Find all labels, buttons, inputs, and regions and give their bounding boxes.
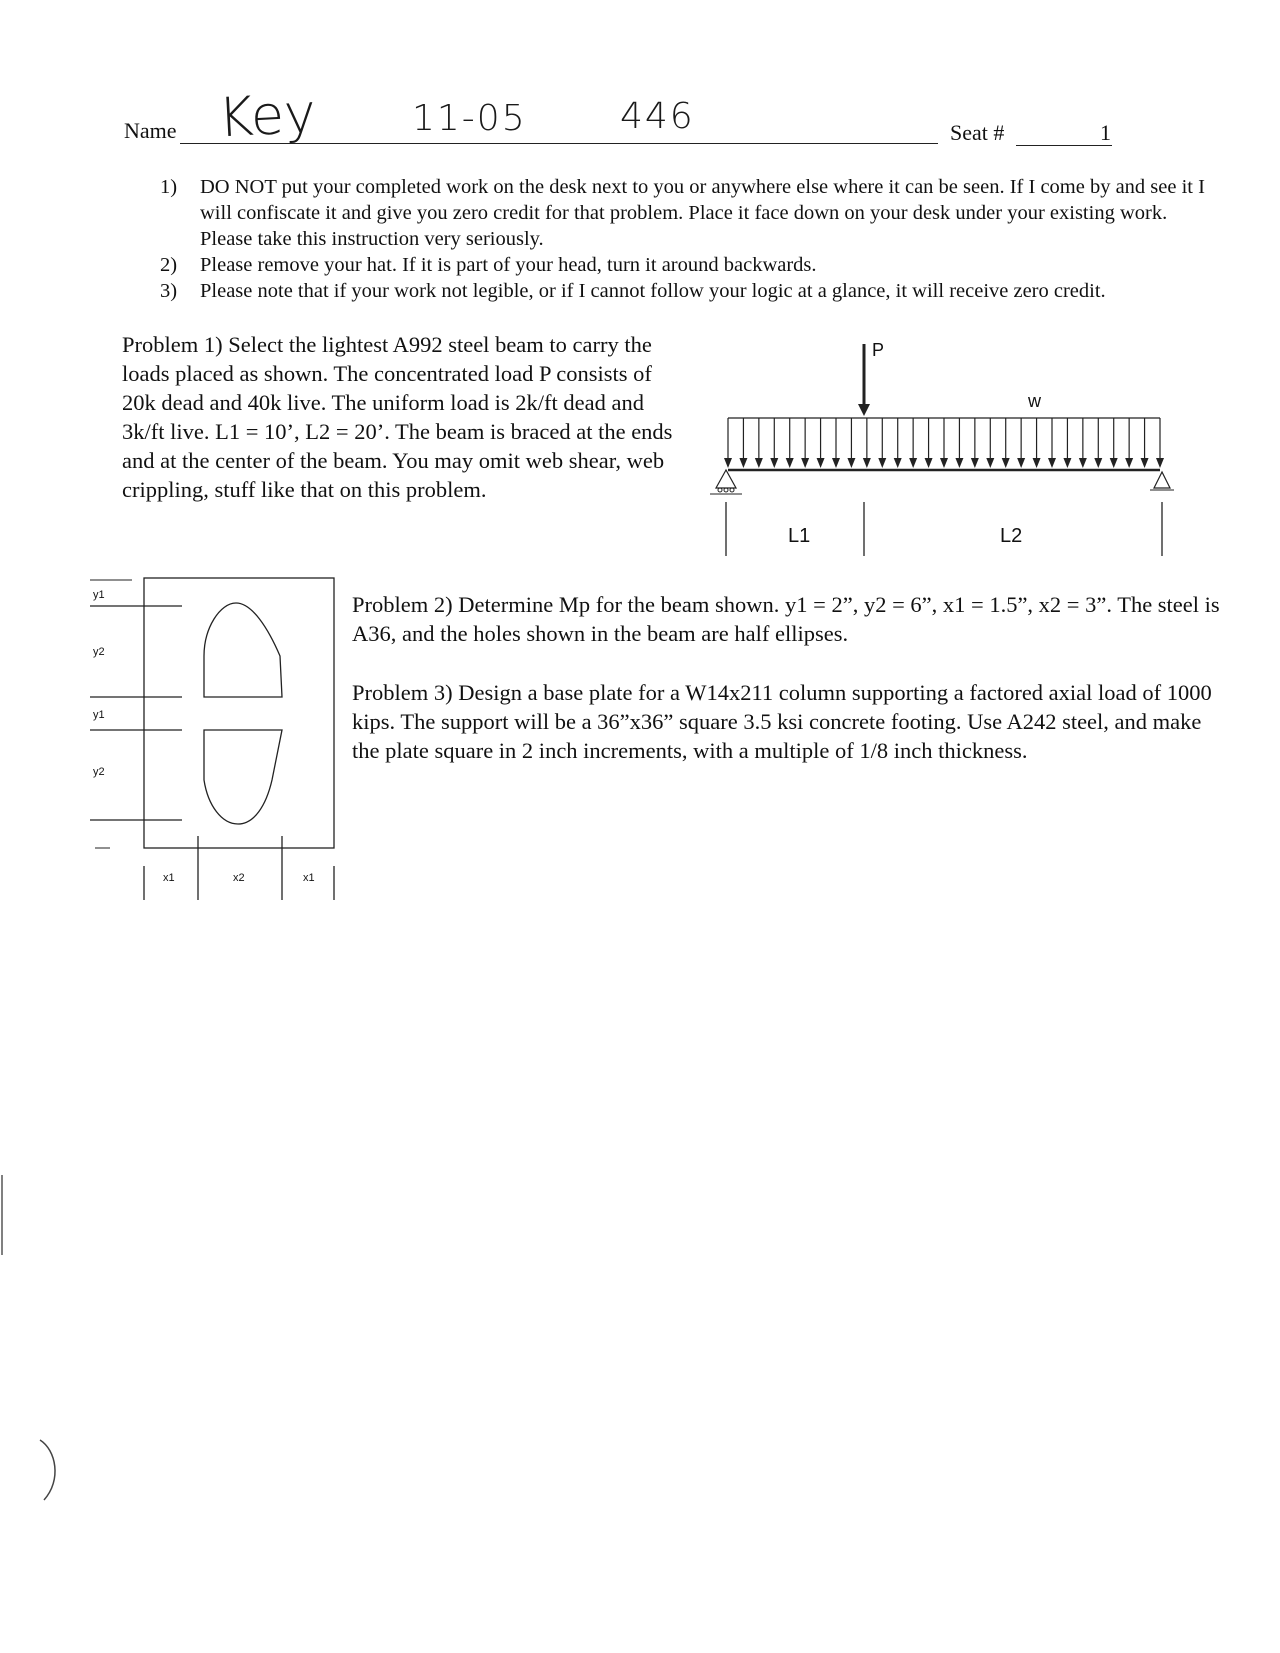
seat-label: Seat #: [950, 120, 1005, 145]
load-arrow-head: [817, 458, 825, 468]
load-arrow-head: [955, 458, 963, 468]
instruction-text: Please remove your hat. If it is part of your head, turn it around backwards.: [200, 254, 817, 276]
load-arrow-head: [1017, 458, 1025, 468]
load-arrow-head: [1125, 458, 1133, 468]
x1-label-right: x1: [303, 872, 315, 884]
load-arrow-head: [1079, 458, 1087, 468]
load-arrow-head: [1110, 458, 1118, 468]
load-arrow-head: [925, 458, 933, 468]
load-arrow-head: [878, 458, 886, 468]
load-arrow-head: [770, 458, 778, 468]
problem-2-text: Problem 2) Determine Mp for the beam shown. y1 = 2”, y2 = 6”, x1 = 1.5”, x2 = 3”. The steel is A36, and the holes shown in the beam are half ellipses.: [352, 592, 1220, 646]
handwritten-course: 446: [620, 96, 695, 137]
load-arrow-head: [847, 458, 855, 468]
load-arrow-head: [1094, 458, 1102, 468]
load-arrow-head: [986, 458, 994, 468]
upper-half-ellipse-hole: [204, 603, 282, 697]
load-arrow-head: [863, 458, 871, 468]
span-1-label: L1: [788, 525, 811, 547]
instruction-number: 3): [160, 280, 178, 302]
name-label: Name: [124, 118, 177, 143]
section-outline: [144, 578, 334, 848]
seat-number: 1: [1100, 120, 1111, 145]
load-arrow-head: [755, 458, 763, 468]
point-load-label: P: [872, 340, 885, 360]
load-arrow-head: [724, 458, 732, 468]
y1-label-top: y1: [93, 589, 105, 601]
handwritten-date: 11-05: [412, 98, 527, 139]
problem-3-text: Problem 3) Design a base plate for a W14x211 column supporting a factored axial load of 1000 kips. The support will be a 36”x36” square 3.5 ksi concrete footing. Use A242 steel, and make the plate square in 2 inch increments, with a multiple of 1/8 inch thickness.: [352, 680, 1212, 763]
x2-label: x2: [233, 872, 245, 884]
beam-diagram: [710, 340, 1174, 556]
uniform-load-arrows: [724, 418, 1164, 468]
load-arrow-head: [971, 458, 979, 468]
instruction-number: 2): [160, 254, 178, 276]
load-arrow-head: [1048, 458, 1056, 468]
load-arrow-head: [894, 458, 902, 468]
load-arrow-head: [786, 458, 794, 468]
x1-label-left: x1: [163, 872, 175, 884]
load-arrow-head: [801, 458, 809, 468]
load-arrow-head: [909, 458, 917, 468]
problem-1-text: Problem 1) Select the lightest A992 steel beam to carry the loads placed as shown. The concentrated load P consists of 20k dead and 40k live. The uniform load is 2k/ft dead and 3k/ft live. L1 = 10’, L2 = 20’. The beam is braced at the ends and at the center of the beam. You may omit web shear, web crippling, stuff like that on this problem.: [122, 332, 673, 502]
handwritten-name: Key: [216, 81, 318, 150]
scan-mark: [40, 1440, 55, 1500]
uniform-load-label: w: [1028, 391, 1041, 411]
instruction-text: Please note that if your work not legible, or if I cannot follow your logic at a glance, it will receive zero credit.: [200, 280, 1106, 302]
pin-support-left: [710, 470, 742, 494]
roller-support-right: [1150, 472, 1174, 490]
instruction-number: 1): [160, 176, 178, 198]
instruction-text: DO NOT put your completed work on the desk next to you or anywhere else where it can be seen. If I come by and see it I will confiscate it and give you zero credit for that problem. Place it face down on your desk under your existing work. Please take this instruction very seriously.: [200, 176, 1205, 250]
load-arrow-head: [1063, 458, 1071, 468]
load-arrow-head: [832, 458, 840, 468]
span-2-label: L2: [1000, 525, 1023, 547]
load-arrow-head: [940, 458, 948, 468]
lower-half-ellipse-hole: [204, 730, 282, 824]
y2-label-top: y2: [93, 646, 105, 658]
load-arrow-head: [739, 458, 747, 468]
load-arrow-head: [1156, 458, 1164, 468]
section-diagram: [90, 578, 334, 900]
load-arrow-head: [1002, 458, 1010, 468]
y2-label-bottom: y2: [93, 766, 105, 778]
y1-label-bottom: y1: [93, 709, 105, 721]
point-load-arrowhead: [858, 404, 870, 416]
load-arrow-head: [1141, 458, 1149, 468]
load-arrow-head: [1033, 458, 1041, 468]
